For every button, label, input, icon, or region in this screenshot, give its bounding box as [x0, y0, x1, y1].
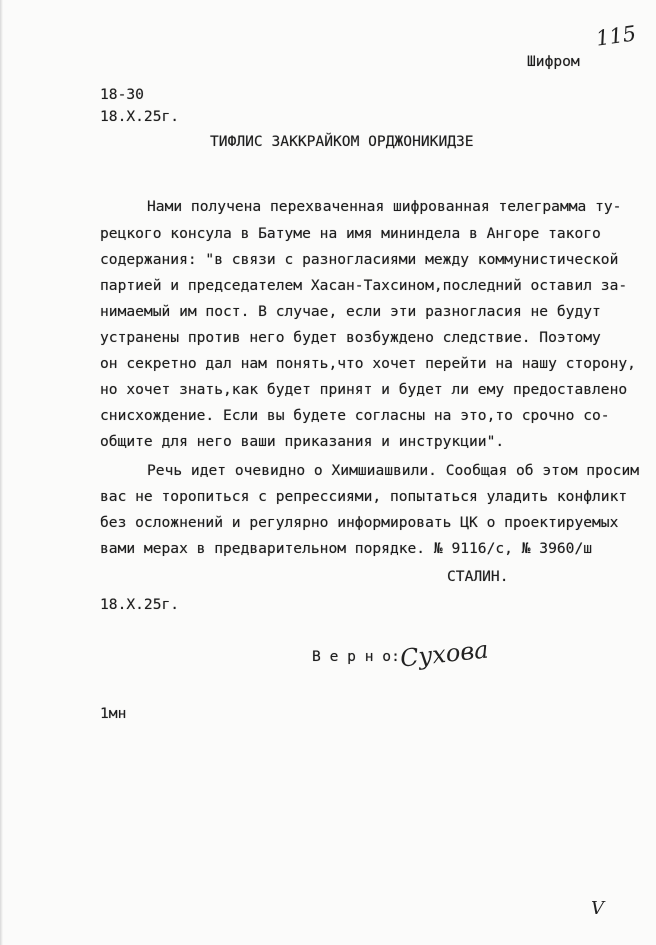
certified-signature: Сухова	[398, 635, 490, 673]
body-line: общите для него ваши приказания и инструкции".	[100, 433, 505, 450]
body-line: содержания: "в связи с разногласиями между коммунистической	[100, 251, 619, 268]
signature: СТАЛИН.	[447, 568, 509, 585]
body-line: без осложнений и регулярно информировать ЦК о проектируемых	[100, 514, 619, 531]
cipher-mark: Шифром	[527, 53, 580, 70]
body-line: снисхождение. Если вы будете согласны на это,то срочно со-	[100, 407, 610, 424]
body-line: Речь идет очевидно о Химшиашвили. Сообщая об этом просим	[147, 462, 640, 479]
body-line: нимаемый им пост. В случае, если эти разногласия не будут	[100, 303, 601, 320]
archive-page-number: 115	[594, 21, 638, 51]
body-line: рецкого консула в Батуме на имя мининдела в Ангоре такого	[100, 225, 601, 242]
date-bottom: 18.Х.25г.	[100, 596, 180, 613]
address-line: ТИФЛИС ЗАККРАЙКОМ ОРДЖОНИКИДЗЕ	[210, 133, 474, 150]
body-line: Нами получена перехваченная шифрованная телеграмма ту-	[147, 198, 622, 215]
body-line: партией и председателем Хасан-Тахсином,последний оставил за-	[100, 277, 628, 294]
time-stamp: 18-30	[100, 86, 144, 103]
body-line: устранены против него будет возбуждено следствие. Поэтому	[100, 329, 601, 346]
body-line: вас не торопиться с репрессиями, попытаться уладить конфликт	[100, 488, 628, 505]
date-top: 18.Х.25г.	[100, 108, 180, 125]
body-line: вами мерах в предварительном порядке. № 9116/с, № 3960/ш	[100, 540, 593, 557]
body-line: он секретно дал нам понять,что хочет перейти на нашу сторону,	[100, 355, 636, 372]
page-edge-shadow	[0, 0, 3, 945]
corner-check-mark: V	[591, 898, 604, 919]
certified-label: В е р н о:	[312, 648, 400, 665]
body-line: но хочет знать,как будет принят и будет ли ему предоставлено	[100, 381, 628, 398]
copies-count: 1мн	[100, 705, 127, 722]
